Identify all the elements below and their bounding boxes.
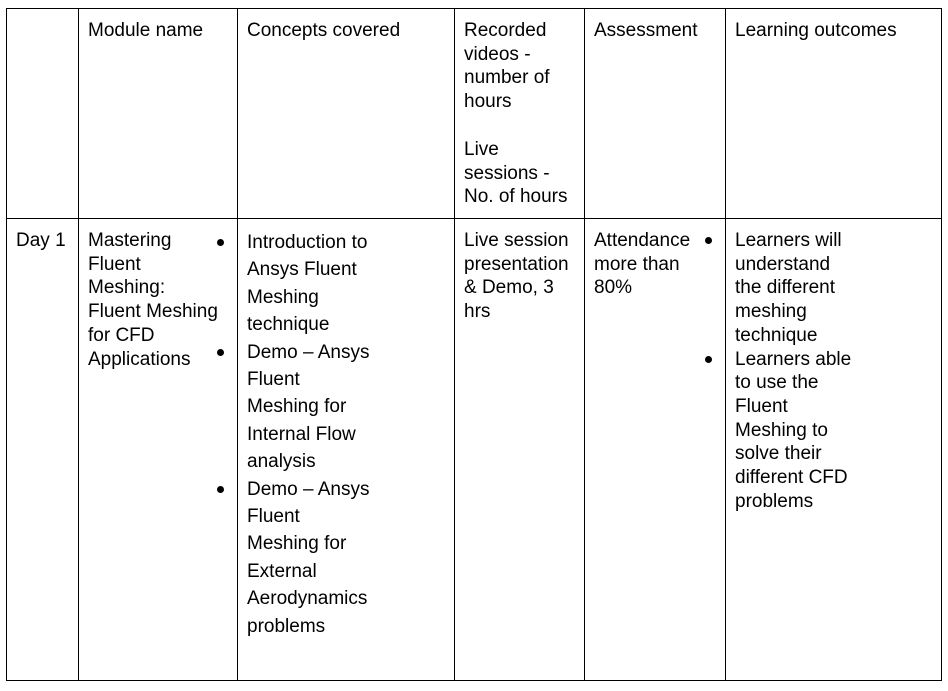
header-live-line: sessions - bbox=[464, 162, 550, 184]
concept-line: Internal Flow bbox=[247, 423, 356, 445]
bullet-icon bbox=[705, 356, 712, 363]
header-recorded-line: videos - bbox=[464, 43, 531, 65]
list-item bbox=[247, 339, 445, 476]
concept-line: Meshing for bbox=[247, 396, 347, 418]
assessment-line: 80% bbox=[594, 277, 633, 299]
outcome-line: the different bbox=[735, 277, 836, 299]
videos-cell bbox=[455, 219, 585, 681]
outcome-line: Meshing to bbox=[735, 419, 828, 441]
concept-line: Fluent bbox=[247, 506, 300, 528]
header-learning-outcomes: Learning outcomes bbox=[735, 20, 897, 41]
outcome-line: solve their bbox=[735, 443, 822, 465]
assessment-line: Attendance bbox=[594, 230, 691, 251]
list-item bbox=[735, 348, 932, 514]
header-day-cell bbox=[7, 9, 79, 219]
videos-line: Live session bbox=[464, 230, 569, 251]
list-item bbox=[735, 229, 932, 348]
concept-line: Meshing for bbox=[247, 533, 347, 555]
day-cell bbox=[7, 219, 79, 681]
concept-line: Introduction to bbox=[247, 232, 368, 253]
bullet-icon bbox=[217, 486, 224, 493]
header-outcomes-cell bbox=[726, 9, 942, 219]
concept-line: analysis bbox=[247, 451, 316, 473]
outcome-line: technique bbox=[735, 324, 818, 346]
header-recorded-line: number of bbox=[464, 67, 550, 89]
paragraph-gap bbox=[464, 114, 575, 138]
concept-line: External bbox=[247, 560, 317, 582]
outcome-line: meshing bbox=[735, 301, 807, 323]
outcome-line: understand bbox=[735, 253, 831, 275]
module-line: Applications bbox=[88, 348, 191, 370]
header-assessment: Assessment bbox=[594, 20, 698, 41]
module-line: Mastering bbox=[88, 230, 172, 251]
bullet-icon bbox=[217, 239, 224, 246]
table-row-day-1 bbox=[7, 219, 942, 681]
outcomes-cell bbox=[726, 219, 942, 681]
concepts-cell bbox=[238, 219, 455, 681]
list-item bbox=[247, 229, 445, 339]
outcome-line: Learners able bbox=[735, 348, 852, 370]
videos-line: presentation bbox=[464, 253, 569, 275]
concept-line: Meshing bbox=[247, 286, 319, 308]
concept-line: Aerodynamics bbox=[247, 588, 368, 610]
list-item bbox=[247, 476, 445, 640]
module-line: Meshing: bbox=[88, 277, 166, 299]
module-cell bbox=[79, 219, 238, 681]
header-concepts-cell bbox=[238, 9, 455, 219]
assessment-line: more than bbox=[594, 253, 680, 275]
header-module-name: Module name bbox=[88, 20, 204, 41]
module-line: Fluent Meshing bbox=[88, 301, 218, 323]
header-module-cell bbox=[79, 9, 238, 219]
table-header-row bbox=[7, 9, 942, 219]
outcome-line: problems bbox=[735, 490, 814, 512]
outcome-line: to use the bbox=[735, 372, 819, 394]
concept-line: technique bbox=[247, 314, 330, 336]
bullet-icon bbox=[705, 237, 712, 244]
header-recorded-line: Recorded bbox=[464, 20, 547, 41]
concepts-list bbox=[247, 229, 445, 640]
header-concepts-covered: Concepts covered bbox=[247, 20, 401, 41]
concept-line: Demo – Ansys bbox=[247, 341, 370, 363]
module-line: Fluent bbox=[88, 253, 141, 275]
outcome-line: different CFD bbox=[735, 467, 848, 489]
header-hours-cell bbox=[455, 9, 585, 219]
course-schedule-table bbox=[6, 8, 942, 681]
concept-line: Ansys Fluent bbox=[247, 259, 357, 281]
videos-line: & Demo, 3 bbox=[464, 277, 554, 299]
header-live-line: Live bbox=[464, 138, 499, 160]
concept-line: problems bbox=[247, 615, 326, 637]
day-label: Day 1 bbox=[16, 230, 66, 251]
outcome-line: Learners will bbox=[735, 230, 842, 251]
concept-line: Demo – Ansys bbox=[247, 478, 370, 500]
header-live-line: No. of hours bbox=[464, 186, 568, 208]
videos-line: hrs bbox=[464, 301, 491, 323]
header-assessment-cell bbox=[585, 9, 726, 219]
header-recorded-line: hours bbox=[464, 91, 512, 113]
bullet-icon bbox=[217, 349, 224, 356]
assessment-cell bbox=[585, 219, 726, 681]
outcome-line: Fluent bbox=[735, 395, 788, 417]
concept-line: Fluent bbox=[247, 369, 300, 391]
outcomes-list bbox=[735, 229, 932, 513]
module-line: for CFD bbox=[88, 324, 155, 346]
